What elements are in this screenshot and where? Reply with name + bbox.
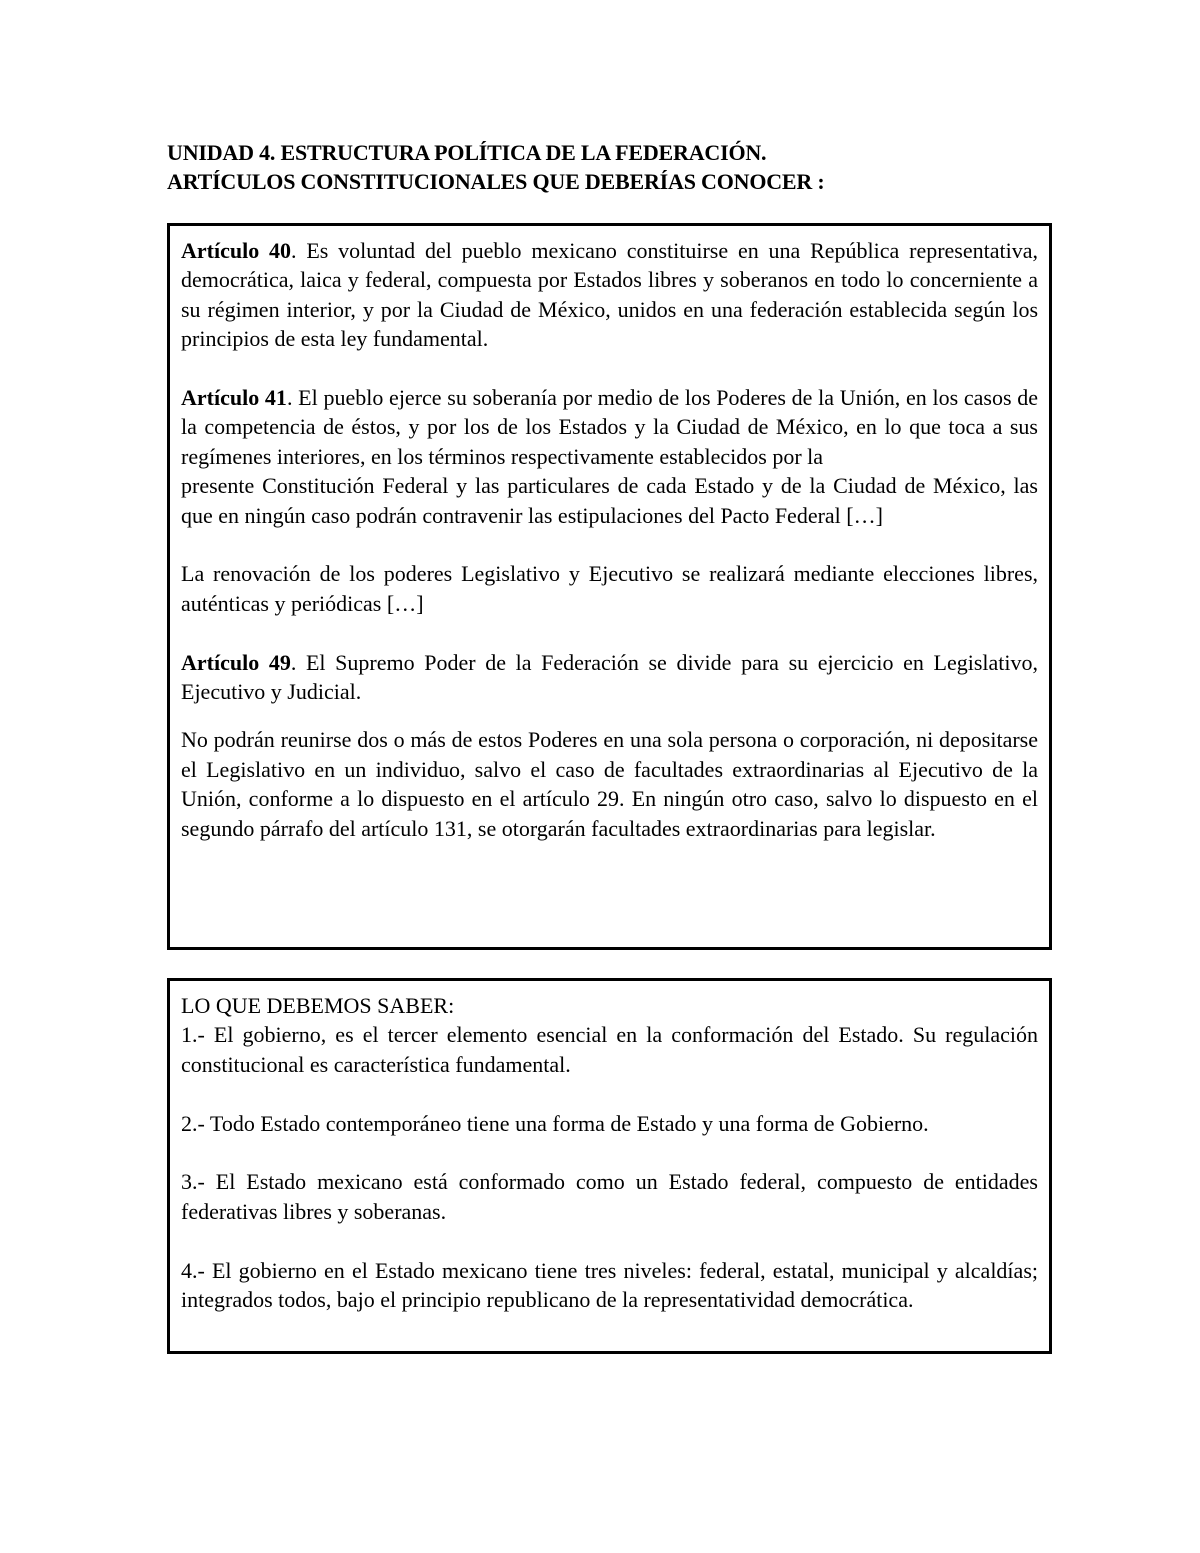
saber-item-1: 1.- El gobierno, es el tercer elemento esencial en la conformación del Estado. Su regulación constitucional es característica fundamental.: [181, 1022, 1038, 1077]
lo-que-debemos-saber-box: [167, 978, 1052, 1354]
articles-box: [167, 223, 1052, 950]
article-41-label: Artículo 41: [181, 385, 287, 411]
article-41-text: . El pueblo ejerce su soberanía por medio de los Poderes de la Unión, en los casos de la competencia de éstos, y por los de los Estados y la Ciudad de México, en lo que toca a sus regímenes interiores, en los términos respectivamente establecidos por la: [181, 385, 1039, 469]
article-40: [181, 236, 1038, 354]
saber-item-4: 4.- El gobierno en el Estado mexicano tiene tres niveles: federal, estatal, municipal y alcaldías; integrados todos, bajo el principio republicano de la representatividad democrática.: [181, 1257, 1038, 1313]
heading-line-1: UNIDAD 4. ESTRUCTURA POLÍTICA DE LA FEDERACIÓN.: [167, 140, 767, 165]
article-41-continuation: presente Constitución Federal y las particulares de cada Estado y de la Ciudad de México, las que en ningún caso podrán contravenir las estipulaciones del Pacto Federal […]: [181, 473, 1038, 528]
heading-line-2: ARTÍCULOS CONSTITUCIONALES QUE DEBERÍAS CONOCER :: [167, 169, 825, 194]
article-49-text: . El Supremo Poder de la Federación se divide para su ejercicio en Legislativo, Ejecutivo y Judicial.: [181, 649, 1039, 705]
saber-item-3: 3.- El Estado mexicano está conformado como un Estado federal, compuesto de entidades federativas libres y soberanas.: [181, 1169, 1038, 1224]
page-heading: [167, 138, 1067, 196]
article-40-label: Artículo 40: [181, 238, 292, 263]
article-41-renewal: La renovación de los poderes Legislativo y Ejecutivo se realizará mediante elecciones libres, auténticas y periódicas […]: [181, 561, 1038, 616]
saber-title: LO QUE DEBEMOS SABER:: [181, 993, 455, 1018]
article-41: [181, 383, 1038, 471]
article-49-continuation: No podrán reunirse dos o más de estos Poderes en una sola persona o corporación, ni depositarse el Legislativo en un individuo, salvo el caso de facultades extraordinarias al Ejecutivo de la Unión, conforme a lo dispuesto en el artículo 29. En ningún otro caso, salvo lo dispuesto en el segundo párrafo del artículo 131, se otorgarán facultades extraordinarias para legislar.: [181, 727, 1038, 841]
article-49: [181, 648, 1038, 707]
saber-item-2: 2.- Todo Estado contemporáneo tiene una forma de Estado y una forma de Gobierno.: [181, 1110, 929, 1136]
article-49-label: Artículo 49: [181, 649, 291, 675]
article-40-text: . Es voluntad del pueblo mexicano constituirse en una República representativa, democrática, laica y federal, compuesta por Estados libres y soberanos en todo lo concerniente a su régimen interior, y por la Ciudad de México, unidos en una federación establecida según los principios de esta ley fundamental.: [181, 238, 1038, 352]
